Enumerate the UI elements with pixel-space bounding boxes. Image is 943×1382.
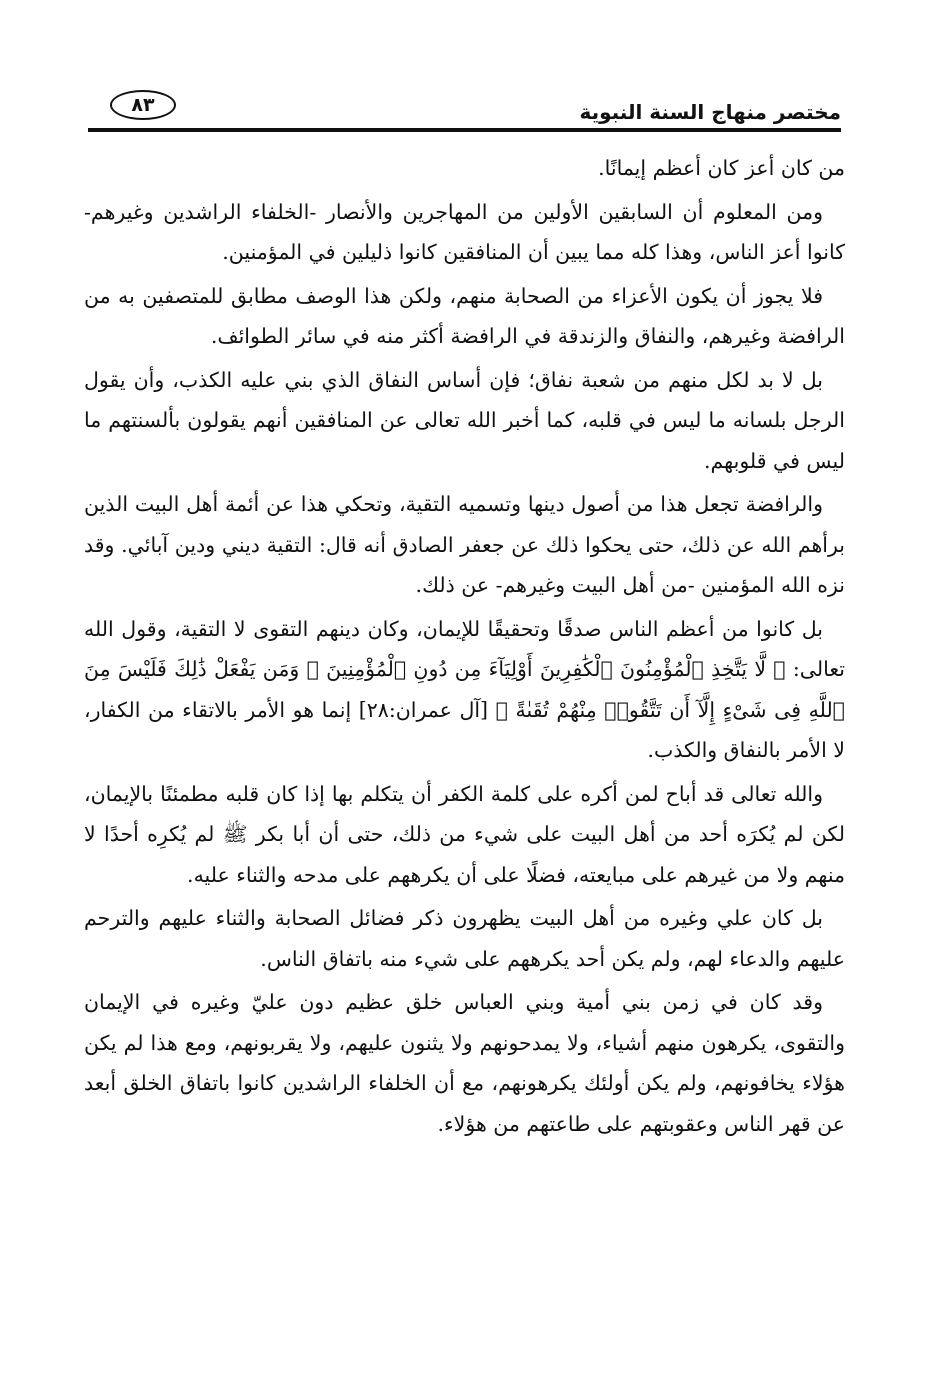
page-number: ٨٣ — [110, 90, 176, 120]
paragraph: وقد كان في زمن بني أمية وبني العباس خلق عظيم دون عليّ وغيره في الإيمان والتقوى، يكرهون منهم أشياء، ولا يمدحونهم ولا يثنون عليهم، ولا يقربونهم، ومع هذا لم يكن هؤلاء يخافونهم، ولم يكن أولئك يكرهونهم، مع أن الخلفاء الراشدين كانوا باتفاق الخلق أبعد عن قهر الناس وعقوبتهم على طاعتهم من هؤلاء. — [84, 990, 845, 1136]
paragraph: والله تعالى قد أباح لمن أكره على كلمة الكفر أن يتكلم بها إذا كان قلبه مطمئنًا بالإيمان، لكن لم يُكرَه أحد من أهل البيت على شيء من ذلك، حتى أن أبا بكر ﷺ لم يُكرِه أحدًا لا منهم ولا من غيرهم على مبايعته، فضلًا على أن يكرههم على مدحه والثناء عليه. — [84, 781, 845, 887]
page-header — [88, 86, 841, 134]
paragraph: والرافضة تجعل هذا من أصول دينها وتسميه التقية، وتحكي هذا عن أئمة أهل البيت الذين برأهم الله عن ذلك، حتى يحكوا ذلك عن جعفر الصادق أنه قال: التقية ديني ودين آبائي. وقد نزه الله المؤمنين -من أهل البيت وغيرهم- عن ذلك. — [84, 492, 845, 597]
quran-verse: ﴿ لَّا يَتَّخِذِ ٱلْمُؤْمِنُونَ ٱلْكَٰفِرِينَ أَوْلِيَآءَ مِن دُونِ ٱلْمُؤْمِنِينَ ۖ وَمَن يَفْعَلْ ذَٰلِكَ فَلَيْسَ مِنَ ٱللَّهِ فِى شَىْءٍ إِلَّآ أَن تَتَّقُوا۟ مِنْهُمْ تُقَىٰةً ﴾ — [84, 657, 845, 722]
paragraph: ومن المعلوم أن السابقين الأولين من المهاجرين والأنصار -الخلفاء الراشدين وغيرهم- كانوا أعز الناس، وهذا كله مما يبين أن المنافقين كانوا ذليلين في المؤمنين. — [84, 199, 845, 264]
paragraph-text: إنما هو الأمر بالاتقاء من الكفار، لا الأمر بالنفاق والكذب. — [84, 697, 845, 762]
paragraph-with-quran — [84, 609, 845, 771]
paragraph: من كان أعز كان أعظم إيمانًا. — [598, 156, 845, 180]
verse-reference: [آل عمران:٢٨] — [351, 697, 496, 722]
header-rule — [88, 128, 841, 132]
paragraph: بل كان علي وغيره من أهل البيت يظهرون ذكر فضائل الصحابة والثناء عليهم والترحم عليهم والدعاء لهم، ولم يكن أحد يكرههم على شيء منه باتفاق الناس. — [84, 906, 845, 971]
body-text — [84, 148, 845, 1147]
book-title: مختصر منهاج السنة النبوية — [579, 100, 841, 124]
paragraph: بل لا بد لكل منهم من شعبة نفاق؛ فإن أساس النفاق الذي بني عليه الكذب، وأن يقول الرجل بلسانه ما ليس في قلبه، كما أخبر الله تعالى عن المنافقين أنهم يقولون بألسنتهم ما ليس في قلوبهم. — [84, 367, 845, 473]
paragraph: فلا يجوز أن يكون الأعزاء من الصحابة منهم، ولكن هذا الوصف مطابق للمتصفين به من الرافضة وغيرهم، والنفاق والزندقة في الرافضة أكثر منه في سائر الطوائف. — [84, 283, 845, 348]
paragraph-text: بل كانوا من أعظم الناس صدقًا وتحقيقًا للإيمان، وكان دينهم التقوى لا التقية، وقول الله تعالى: — [84, 616, 845, 681]
